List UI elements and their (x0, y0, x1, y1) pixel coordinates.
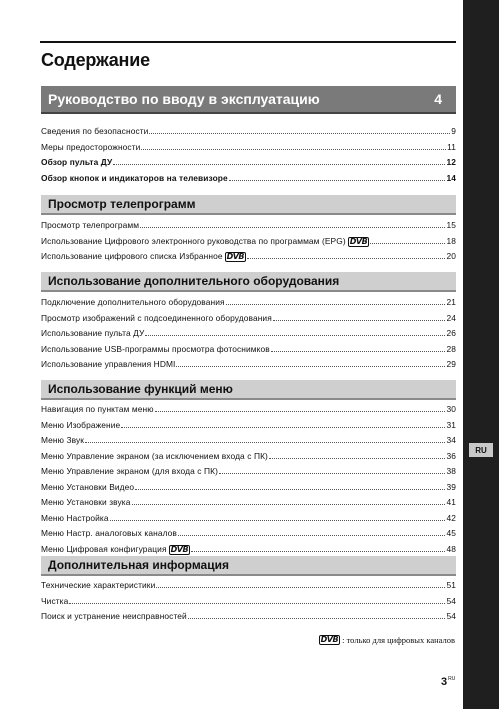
toc-item[interactable]: Использование цифрового списка Избранное DVB 20 (41, 251, 456, 261)
section-header-watching[interactable]: Просмотр телепрограмм (41, 195, 456, 215)
language-tab: RU (469, 443, 493, 457)
toc-item[interactable]: Использование управления HDMI 29 (41, 359, 456, 369)
page-number: $3^{RU}$ (441, 676, 456, 688)
toc-item[interactable]: Технические характеристики 51 (41, 580, 456, 590)
dvb-icon: DVB (349, 236, 368, 246)
toc-list-watching (41, 220, 456, 267)
footnote (317, 635, 455, 645)
toc-item[interactable]: Меню Управление экраном (за исключением входа с ПК) 36 (41, 450, 456, 461)
dvb-icon: DVB (170, 544, 189, 554)
page-title: Содержание (41, 50, 150, 70)
toc-item[interactable]: Меню Установки Видео 39 (41, 481, 456, 492)
section-header-menu[interactable]: Использование функций меню (41, 380, 456, 400)
footnote-text: : только для цифровых каналов (342, 635, 455, 645)
toc-item[interactable]: Меню Звук 34 (41, 435, 456, 445)
major-section-header[interactable] (41, 86, 456, 114)
dvb-icon: DVB (320, 635, 339, 644)
toc-item[interactable]: Поиск и устранение неисправностей 54 (41, 611, 456, 621)
toc-item[interactable]: Меню Управление экраном (для входа с ПК) 38 (41, 466, 456, 476)
section-header-equipment[interactable]: Использование дополнительного оборудования (41, 272, 456, 292)
dvb-icon: DVB (226, 252, 245, 261)
toc-item[interactable]: Меню Изображение 31 (41, 419, 456, 430)
top-rule (40, 41, 456, 43)
toc-item[interactable]: Меры предосторожности 11 (41, 141, 456, 152)
toc-item[interactable]: Меню Цифровая конфигурация DVB 48 (41, 543, 456, 554)
toc-list-additional (41, 580, 456, 627)
toc-item[interactable]: Просмотр телепрограмм 15 (41, 220, 456, 230)
toc-item[interactable]: Подключение дополнительного оборудования 21 (41, 297, 456, 307)
toc-item[interactable]: Навигация по пунктам меню 30 (41, 404, 456, 414)
toc-list-basics (41, 126, 456, 188)
major-section-title: Руководство по вводу в эксплуатацию (48, 91, 320, 107)
toc-item[interactable]: Обзор пульта ДУ 12 (41, 157, 456, 167)
toc-item[interactable]: Меню Настройка 42 (41, 512, 456, 523)
section-header-additional[interactable]: Дополнительная информация (41, 556, 456, 576)
major-section-page: 4 (434, 91, 442, 107)
toc-item[interactable]: Обзор кнопок и индикаторов на телевизоре 14 (41, 172, 456, 183)
side-bar (463, 0, 499, 709)
toc-list-equipment (41, 297, 456, 375)
toc-item[interactable]: Использование пульта ДУ 26 (41, 328, 456, 338)
toc-item[interactable]: Меню Настр. аналоговых каналов 45 (41, 528, 456, 538)
toc-item[interactable]: Использование USB-программы просмотра фотоснимков 28 (41, 343, 456, 354)
toc-item[interactable]: Использование Цифрового электронного руководства по программам (EPG) DVB 18 (41, 235, 456, 246)
toc-item[interactable]: Меню Установки звука 41 (41, 497, 456, 507)
toc-list-menu (41, 404, 456, 559)
toc-item[interactable]: Сведения по безопасности 9 (41, 126, 456, 136)
toc-item[interactable]: Чистка 54 (41, 595, 456, 606)
toc-item[interactable]: Просмотр изображений с подсоединенного оборудования 24 (41, 312, 456, 323)
